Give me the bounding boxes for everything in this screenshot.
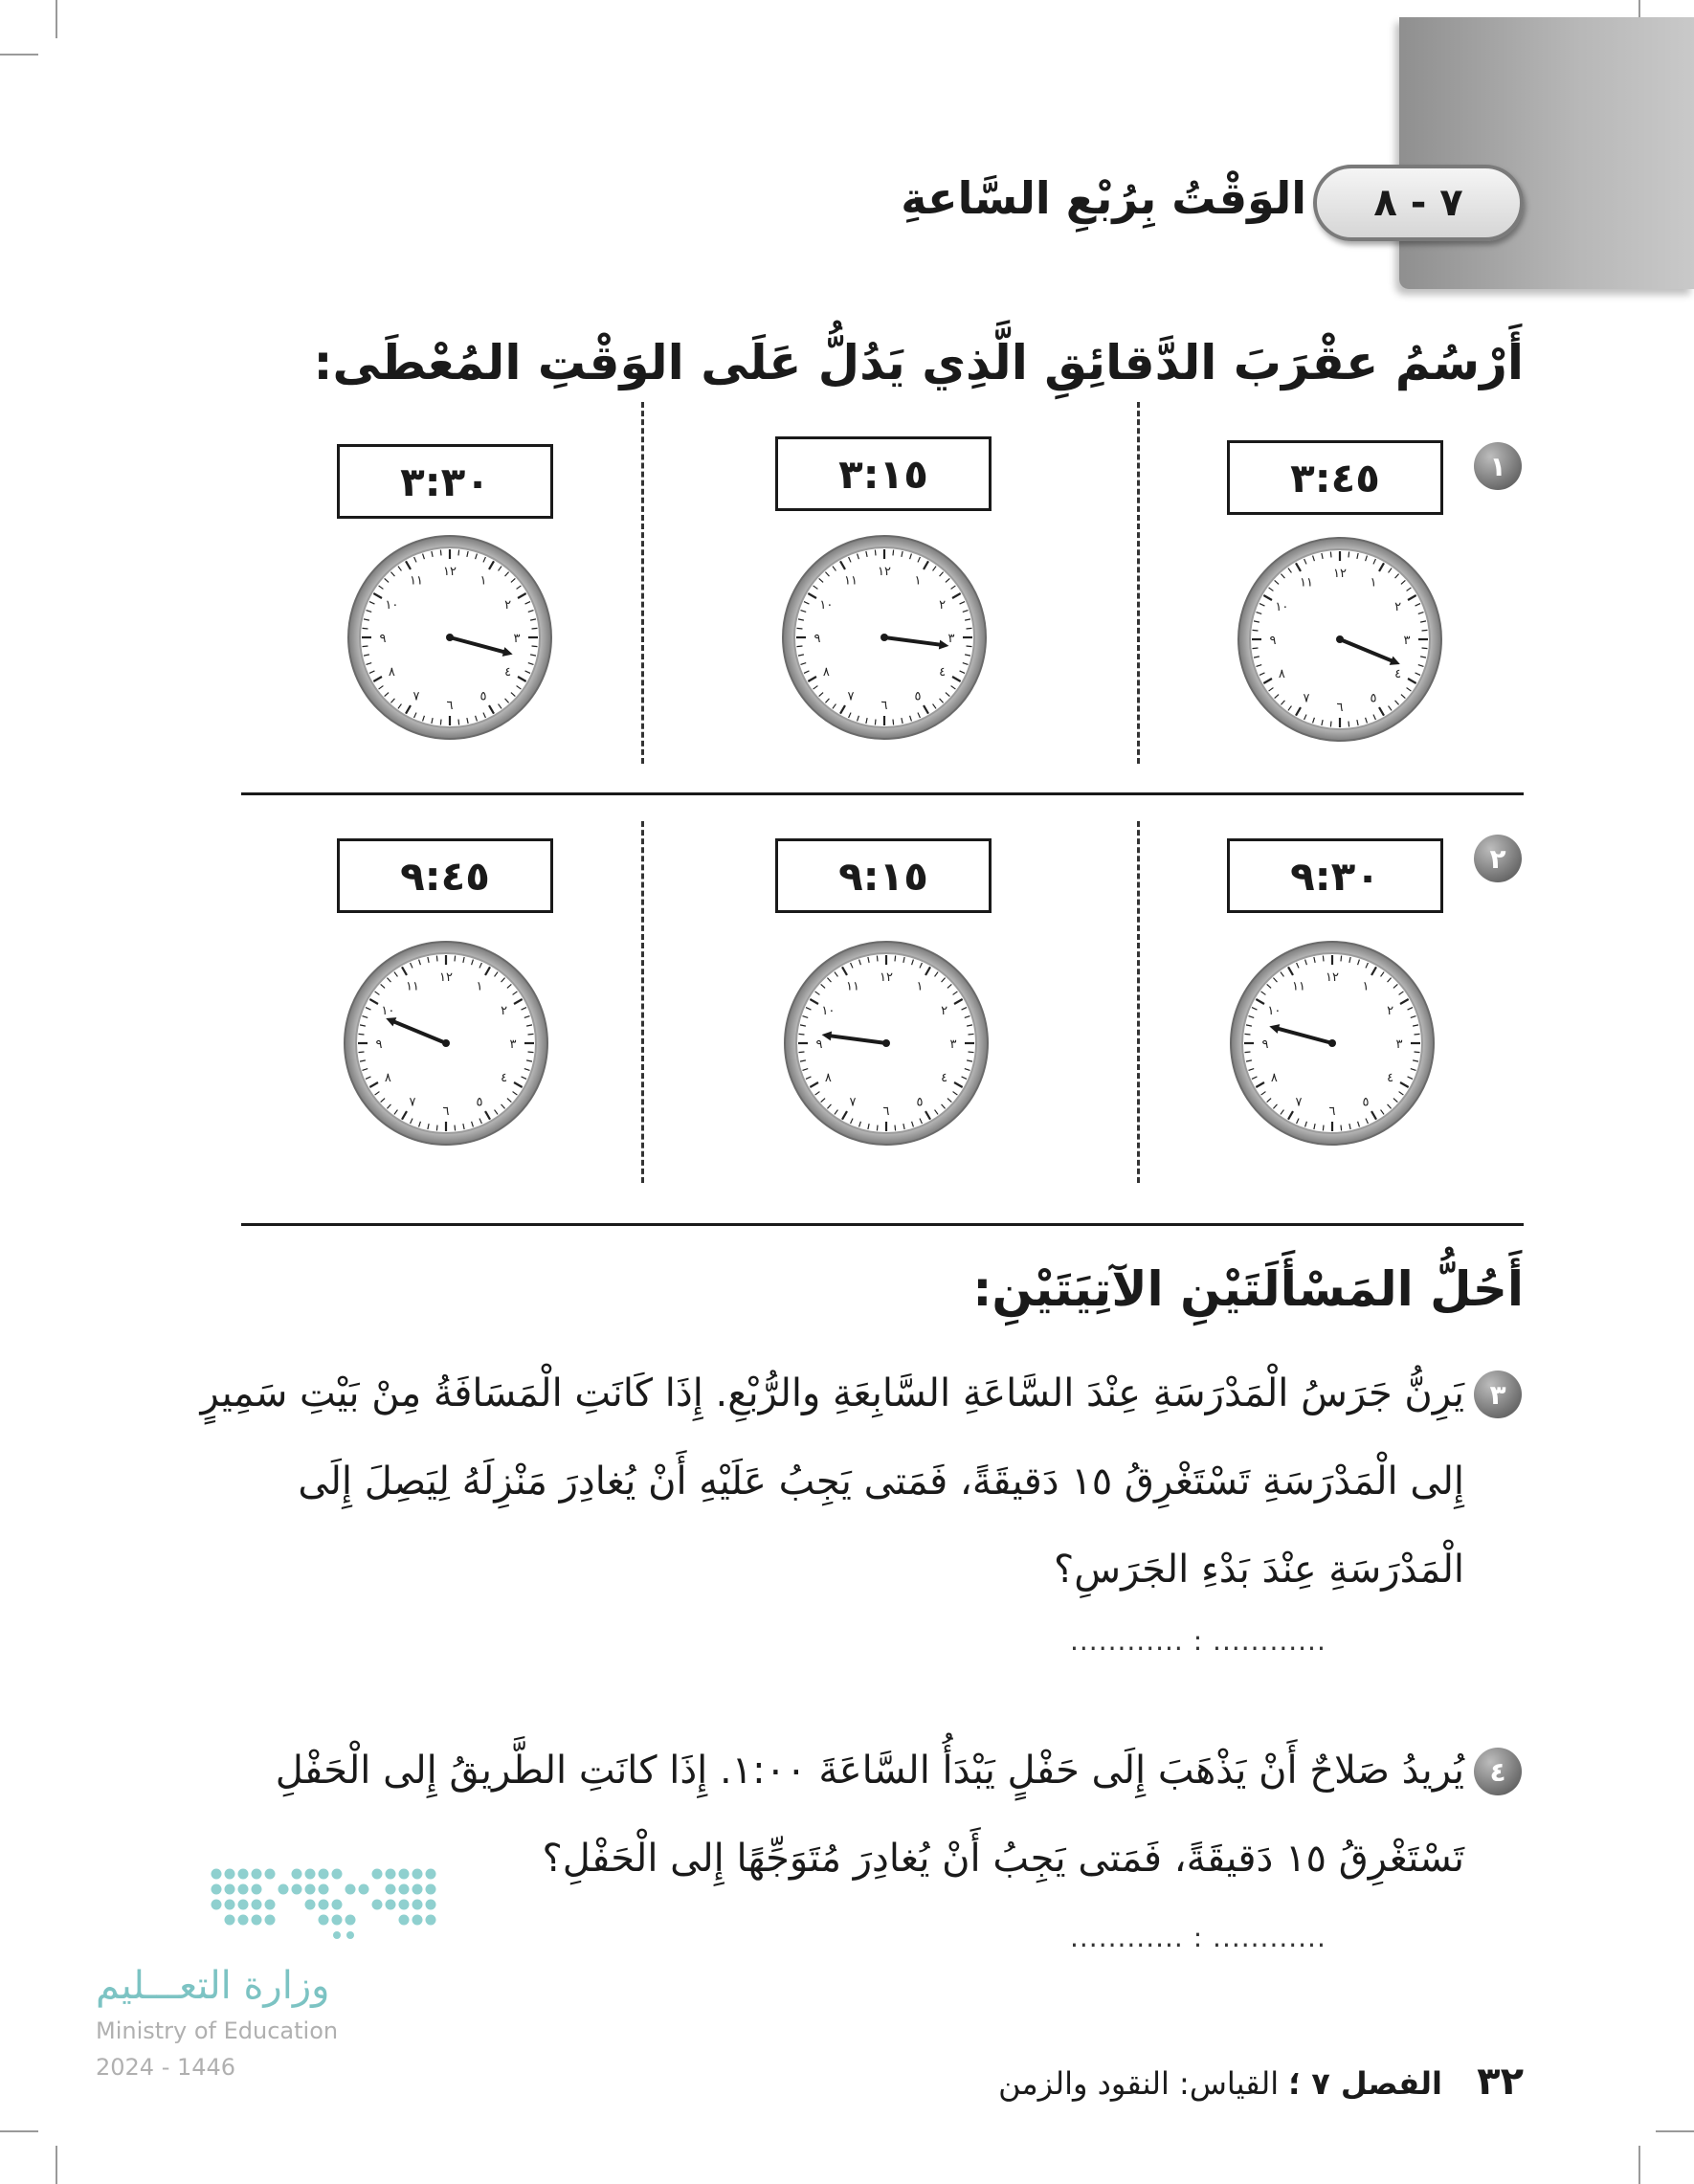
clock-numeral: ١٢ (878, 565, 891, 579)
chapter-tab (1399, 17, 1694, 289)
exercise-number-badge: ٢ (1474, 835, 1522, 882)
clock-numeral: ٤ (1394, 667, 1402, 681)
clock-numeral: ٤ (504, 665, 512, 680)
crop-mark (56, 2146, 57, 2184)
clock-numeral: ١ (916, 979, 924, 994)
clock-numeral: ٧ (1295, 1095, 1303, 1110)
clock-numeral: ٧ (1303, 691, 1310, 706)
clock-numeral: ١٢ (439, 970, 453, 985)
clock-numeral: ٨ (1278, 667, 1285, 681)
page-number: ٣٢ (1477, 2060, 1524, 2104)
clock-numeral: ١٢ (443, 565, 457, 579)
time-label-box: ٣:٤٥ (1227, 440, 1443, 515)
clock-numeral: ٣ (509, 1037, 517, 1052)
clock-numeral: ٣ (949, 1037, 957, 1052)
clock-numeral: ٦ (882, 1104, 890, 1119)
clock-numeral: ٨ (824, 1071, 832, 1085)
page-footer (998, 2060, 1524, 2104)
clock-numeral: ١٢ (1333, 567, 1347, 581)
exercise-number-badge: ٤ (1474, 1748, 1522, 1795)
chapter-title: القياس: النقود والزمن (998, 2065, 1280, 2102)
clock-numeral: ٨ (388, 665, 395, 680)
clock-center (442, 1039, 450, 1047)
clock-numeral: ١١ (406, 979, 419, 994)
clock-numeral: ١١ (410, 573, 423, 589)
clock-numeral: ١٠ (1275, 600, 1289, 614)
answer-blank[interactable]: ............ : ............ (1070, 1922, 1326, 1953)
time-label-box: ٩:٤٥ (337, 838, 553, 913)
clock-numeral: ٥ (914, 689, 922, 704)
column-divider (641, 821, 644, 1183)
column-divider (1137, 402, 1140, 764)
clock-numeral: ٣ (947, 632, 955, 646)
clock-numeral: ٤ (941, 1071, 948, 1085)
clock-numeral: ٥ (916, 1095, 924, 1110)
clock-center (880, 634, 888, 641)
crop-mark (0, 2130, 38, 2132)
clock-numeral: ٧ (847, 689, 855, 704)
clock-numeral: ١ (1370, 575, 1377, 591)
row-divider (241, 792, 1524, 795)
clock-numeral: ٧ (409, 1095, 416, 1110)
clock-numeral: ٥ (1370, 691, 1377, 706)
clock-numeral: ١٠ (819, 598, 834, 613)
clock-numeral: ٩ (379, 632, 387, 646)
clock-numeral: ٦ (446, 699, 454, 713)
clock-numeral: ٩ (375, 1037, 383, 1052)
clock-numeral: ٢ (941, 1004, 948, 1018)
clock-numeral: ١٠ (821, 1004, 836, 1018)
time-label-box: ٩:٣٠ (1227, 838, 1443, 913)
analog-clock[interactable] (345, 532, 555, 743)
analog-clock[interactable] (781, 938, 992, 1148)
clock-numeral: ١ (476, 979, 483, 994)
clock-numeral: ٥ (479, 689, 487, 704)
clock-numeral: ٢ (501, 1004, 508, 1018)
row-divider (241, 1223, 1524, 1226)
clock-numeral: ٤ (939, 665, 947, 680)
clock-numeral: ٨ (384, 1071, 391, 1085)
clock-numeral: ٣ (513, 632, 521, 646)
clock-numeral: ١٠ (385, 598, 399, 613)
clock-numeral: ١١ (846, 979, 859, 994)
ministry-logo-dots-icon (209, 1866, 448, 1945)
word-problem-text: يُريدُ صَلاحٌ أَنْ يَذْهَبَ إِلَى حَفْلٍ يَبْدَأُ السَّاعَةَ ١:٠٠. إِذَا كانَتِ الطَّريقُ إِلى الْحَفْلِ تَسْتَغْرِقُ ١٥ دَقيقَةً، فَمَتى يَجِبُ أَنْ يُغادِرَ مُتَوَجِّهًا إِلى الْحَفْلِ؟ (275, 1749, 1464, 1881)
clock-numeral: ٥ (476, 1095, 483, 1110)
ministry-name-arabic: وزارة التعـــليم (96, 1964, 330, 2008)
crop-mark (1638, 2146, 1640, 2184)
clock-numeral: ١١ (1300, 575, 1313, 591)
clock-numeral: ١١ (1292, 979, 1305, 994)
ministry-year: 2024 - 1446 (96, 2054, 236, 2081)
analog-clock[interactable] (779, 532, 990, 743)
clock-numeral: ٤ (501, 1071, 508, 1085)
lesson-number-badge: ٧ - ٨ (1313, 165, 1524, 241)
time-label-box: ٣:٣٠ (337, 444, 553, 519)
ministry-name-english: Ministry of Education (96, 2017, 339, 2044)
crop-mark (0, 54, 38, 56)
section2-instruction: أَحُلُّ المَسْأَلَتَيْنِ الآتِيَتَيْنِ: (972, 1261, 1524, 1317)
clock-numeral: ٦ (1336, 701, 1344, 715)
column-divider (1137, 821, 1140, 1183)
lesson-title: الوَقْتُ بِرُبْعِ السَّاعةِ (901, 172, 1306, 224)
clock-numeral: ٩ (815, 1037, 823, 1052)
clock-numeral: ٤ (1387, 1071, 1394, 1085)
clock-numeral: ٧ (849, 1095, 857, 1110)
clock-numeral: ١٠ (1267, 1004, 1282, 1018)
analog-clock[interactable] (1227, 938, 1438, 1148)
clock-numeral: ٧ (412, 689, 420, 704)
crop-mark (1656, 2130, 1694, 2132)
clock-numeral: ٩ (1269, 634, 1277, 648)
clock-numeral: ١ (1362, 979, 1370, 994)
clock-numeral: ٩ (814, 632, 821, 646)
clock-numeral: ١ (479, 573, 487, 589)
column-divider (641, 402, 644, 764)
clock-numeral: ١٢ (1326, 970, 1339, 985)
clock-numeral: ١ (914, 573, 922, 589)
clock-center (446, 634, 454, 641)
clock-numeral: ١١ (844, 573, 858, 589)
crop-mark (56, 0, 57, 38)
clock-numeral: ٢ (939, 598, 947, 613)
word-problem-text: يَرِنُّ جَرَسُ الْمَدْرَسَةِ عِنْدَ السَّاعَةِ السَّابِعَةِ والرُّبْعِ. إِذَا كَانَتِ الْمَسَافَةُ مِنْ بَيْتِ سَمِيرٍ إِلى الْمَدْرَسَةِ تَسْتَغْرِقُ ١٥ دَقيقَةً، فَمَتى يَجِبُ عَلَيْهِ أَنْ يُغادِرَ مَنْزِلَهُ لِيَصِلَ إِلَى الْمَدْرَسَةِ عِنْدَ بَدْءِ الجَرَسِ؟ (200, 1371, 1464, 1592)
clock-numeral: ٢ (504, 598, 512, 613)
clock-numeral: ٢ (1387, 1004, 1394, 1018)
clock-numeral: ١٠ (381, 1004, 395, 1018)
answer-blank[interactable]: ............ : ............ (1070, 1625, 1326, 1657)
exercise-number-badge: ٣ (1474, 1371, 1522, 1418)
clock-numeral: ١٢ (880, 970, 893, 985)
chapter-label: الفصل ٧ ؛ (1288, 2065, 1442, 2102)
clock-numeral: ٣ (1395, 1037, 1403, 1052)
clock-center (1328, 1039, 1336, 1047)
clock-center (882, 1039, 890, 1047)
clock-numeral: ٩ (1261, 1037, 1269, 1052)
clock-numeral: ٨ (1270, 1071, 1278, 1085)
section1-instruction: أَرْسُمُ عقْرَبَ الدَّقائِقِ الَّذِي يَدُلُّ عَلَى الوَقْتِ المُعْطَى: (313, 335, 1524, 390)
clock-numeral: ٦ (442, 1104, 450, 1119)
time-label-box: ٣:١٥ (775, 436, 992, 511)
analog-clock[interactable] (1235, 534, 1445, 745)
clock-numeral: ٦ (1328, 1104, 1336, 1119)
exercise-number-badge: ١ (1474, 442, 1522, 490)
clock-numeral: ٥ (1362, 1095, 1370, 1110)
clock-numeral: ٣ (1403, 634, 1411, 648)
analog-clock[interactable] (341, 938, 551, 1148)
clock-center (1336, 635, 1344, 643)
time-label-box: ٩:١٥ (775, 838, 992, 913)
clock-numeral: ٢ (1394, 600, 1402, 614)
clock-numeral: ٦ (880, 699, 888, 713)
clock-numeral: ٨ (822, 665, 830, 680)
